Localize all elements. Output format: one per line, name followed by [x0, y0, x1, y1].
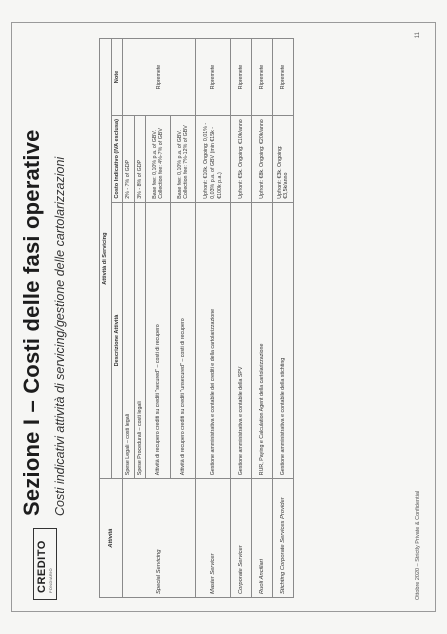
table-row — [231, 39, 252, 598]
header-descrizione: Descrizione Attività — [111, 202, 123, 478]
cost-cell: Upfront: €10k. Ongoing: 0,01% - 0,03% p.a. of GBV (min €15k - €100k p.a.) — [196, 115, 231, 202]
note-cell: Ripremete — [196, 39, 231, 116]
cost-cell: 3% - 8% of GDP — [134, 115, 146, 202]
table-row — [273, 39, 294, 598]
note-cell: Ripremete — [252, 39, 273, 116]
footer-text: Ottobre 2020 – Strictly Private & Confidential — [415, 490, 421, 600]
description-cell: Spese Procedurali – costi legali — [134, 202, 146, 478]
description-cell: Gestione amministrativa e contabile della SPV — [231, 202, 252, 478]
header-attivita: Attività — [100, 479, 123, 598]
table-row — [123, 39, 135, 598]
activity-cell: Master Servicer — [196, 479, 231, 598]
cost-cell: Base fee: 0,10% p.a. of GBV. Collection fee: 7%-12% of GBV — [171, 115, 196, 202]
header-costo: Costo Indicativo (IVA esclusa) — [111, 115, 123, 202]
activity-cell: Special Servicing — [123, 479, 196, 598]
logo-sub-text: FONDIARIO — [48, 568, 53, 593]
cost-cell: Upfront: €3k. Ongoing: €3,5k/anno — [273, 115, 294, 202]
description-cell: Spese Legali – costi legali — [123, 202, 135, 478]
credito-fondiario-logo — [33, 528, 57, 600]
table-row — [252, 39, 273, 598]
page-number: 11 — [415, 32, 421, 39]
logo-main-text: CREDITO — [36, 540, 48, 593]
description-cell: Attività di recupero crediti su crediti "secured" – costi di recupero — [146, 202, 171, 478]
description-cell: Gestione amministrativa e contabile della stichting — [273, 202, 294, 478]
cost-cell: 2% - 7% of GDP — [123, 115, 135, 202]
activity-cell: Corporate Servicer — [231, 479, 252, 598]
activity-cell: Stichting Corporate Services Provider — [273, 479, 294, 598]
header-note: Note — [111, 39, 123, 116]
cost-cell: Upfront: €8k. Ongoing: €20k/anno — [252, 115, 273, 202]
rotated-slide — [11, 22, 436, 612]
cost-cell: Base fee: 0,10% p.a. of GBV. Collection fee: 4%-7% of GBV — [146, 115, 171, 202]
description-cell: Attività di recupero crediti su crediti "unsecured" – costi di recupero — [171, 202, 196, 478]
table-row — [196, 39, 231, 598]
header-group-servicing: Attività di Servicing — [100, 39, 112, 479]
description-cell: RUR, Paying e Calculation Agent della cartolarizzazione — [252, 202, 273, 478]
activity-cell: Ruoli Ancillari — [252, 479, 273, 598]
note-cell: Ripremete — [123, 39, 196, 116]
cost-cell: Upfront: €5k. Ongoing: €10k/anno — [231, 115, 252, 202]
note-cell: Ripremete — [273, 39, 294, 116]
description-cell: Gestione amministrativa e contabile dei crediti e della cartolarizzazione — [196, 202, 231, 478]
servicing-costs-table — [99, 38, 294, 598]
note-cell: Ripremete — [231, 39, 252, 116]
page-subtitle: Costi indicativi attività di servicing/gestione delle cartolarizzazioni — [53, 156, 67, 516]
page-title: Sezione I – Costi delle fasi operative — [19, 129, 44, 516]
